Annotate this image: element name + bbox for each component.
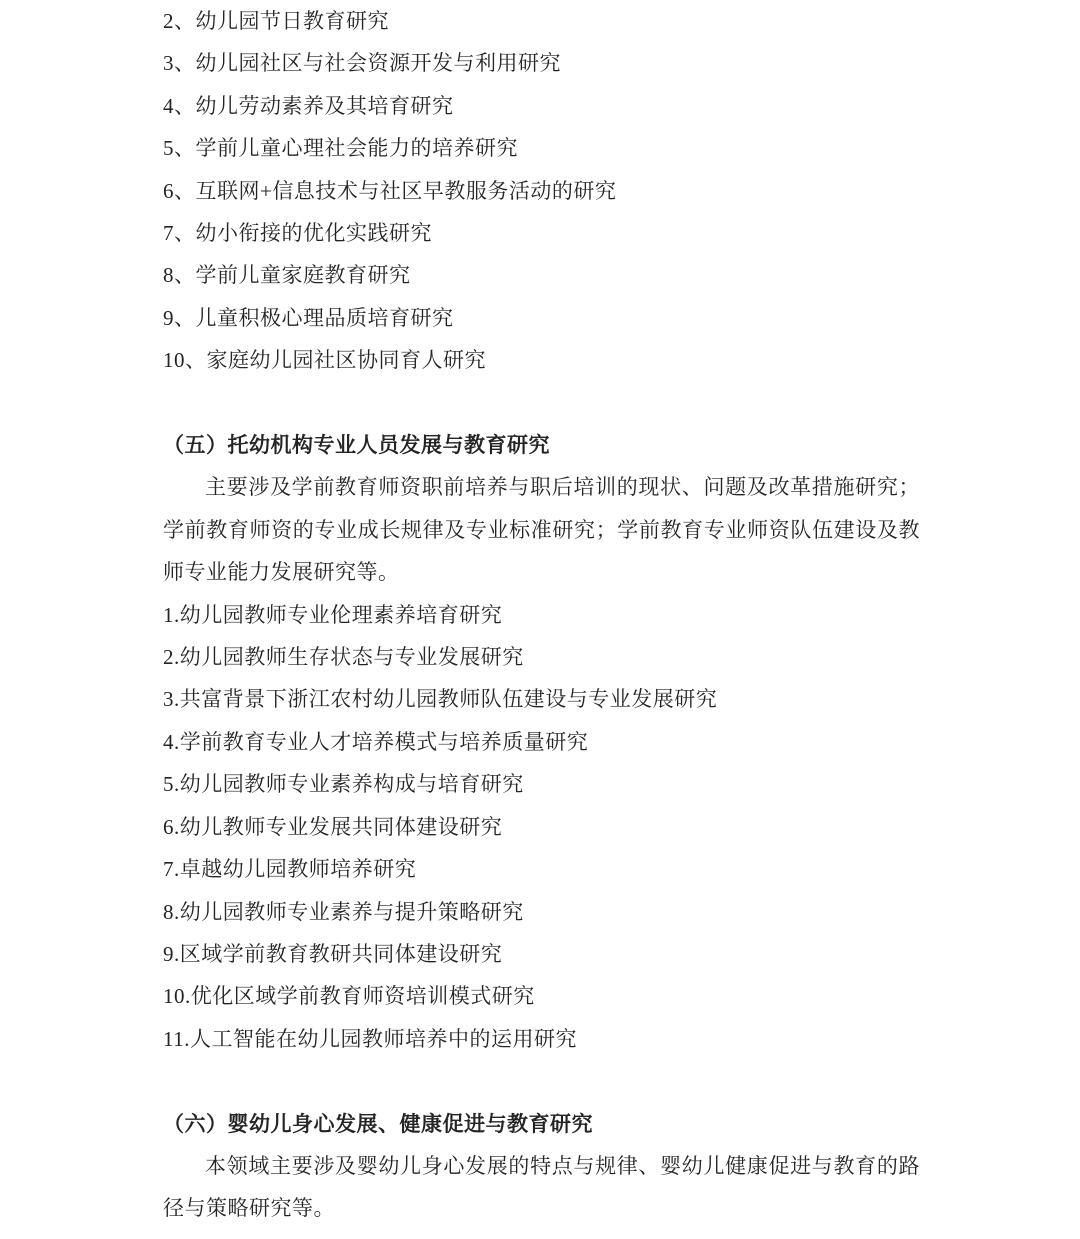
list-item: 9.区域学前教育教研共同体建设研究 (163, 941, 503, 966)
list-item: 7.卓越幼儿园教师培养研究 (163, 857, 417, 882)
list-item: 3.共富背景下浙江农村幼儿园教师队伍建设与专业发展研究 (163, 687, 718, 712)
list-item: 6、互联网+信息技术与社区早教服务活动的研究 (163, 178, 617, 203)
section6-heading: （六）婴幼儿身心发展、健康促进与教育研究 (163, 1111, 593, 1136)
section6-intro-paragraph: 本领域主要涉及婴幼儿身心发展的特点与规律、婴幼儿健康促进与教育的路径与策略研究等。 (163, 1153, 920, 1221)
list-item: 1.幼儿园教师专业伦理素养培育研究 (163, 602, 503, 627)
list-item: 10.优化区域学前教育师资培训模式研究 (163, 984, 535, 1009)
list-item: 4.学前教育专业人才培养模式与培养质量研究 (163, 729, 589, 754)
list-item: 5.幼儿园教师专业素养构成与培育研究 (163, 772, 524, 797)
list-item: 9、儿童积极心理品质培育研究 (163, 305, 454, 330)
list-item: 4、幼儿劳动素养及其培育研究 (163, 93, 454, 118)
list-item: 6.幼儿教师专业发展共同体建设研究 (163, 814, 503, 839)
list-item: 5、学前儿童心理社会能力的培养研究 (163, 136, 518, 161)
list-item: 8.幼儿园教师专业素养与提升策略研究 (163, 899, 524, 924)
list-item: 10、家庭幼儿园社区协同育人研究 (163, 348, 486, 373)
list-item: 2、幼儿园节日教育研究 (163, 9, 389, 33)
list-item: 8、学前儿童家庭教育研究 (163, 263, 411, 288)
section5-intro-paragraph: 主要涉及学前教育师资职前培养与职后培训的现状、问题及改革措施研究；学前教育师资的专业成长规律及专业标准研究；学前教育专业师资队伍建设及教师专业能力发展研究等。 (163, 475, 920, 585)
section5-heading: （五）托幼机构专业人员发展与教育研究 (163, 433, 550, 458)
blank-line (163, 1060, 920, 1102)
list-item: 2.幼儿园教师生存状态与专业发展研究 (163, 645, 524, 670)
document-body (163, 0, 920, 1230)
list-item: 3、幼儿园社区与社会资源开发与利用研究 (163, 51, 561, 76)
blank-line (163, 382, 920, 424)
list-item: 11.人工智能在幼儿园教师培养中的运用研究 (163, 1026, 577, 1051)
list-item: 7、幼小衔接的优化实践研究 (163, 221, 432, 246)
section4-topic-list (163, 0, 920, 382)
section5-topic-list (163, 594, 920, 1060)
